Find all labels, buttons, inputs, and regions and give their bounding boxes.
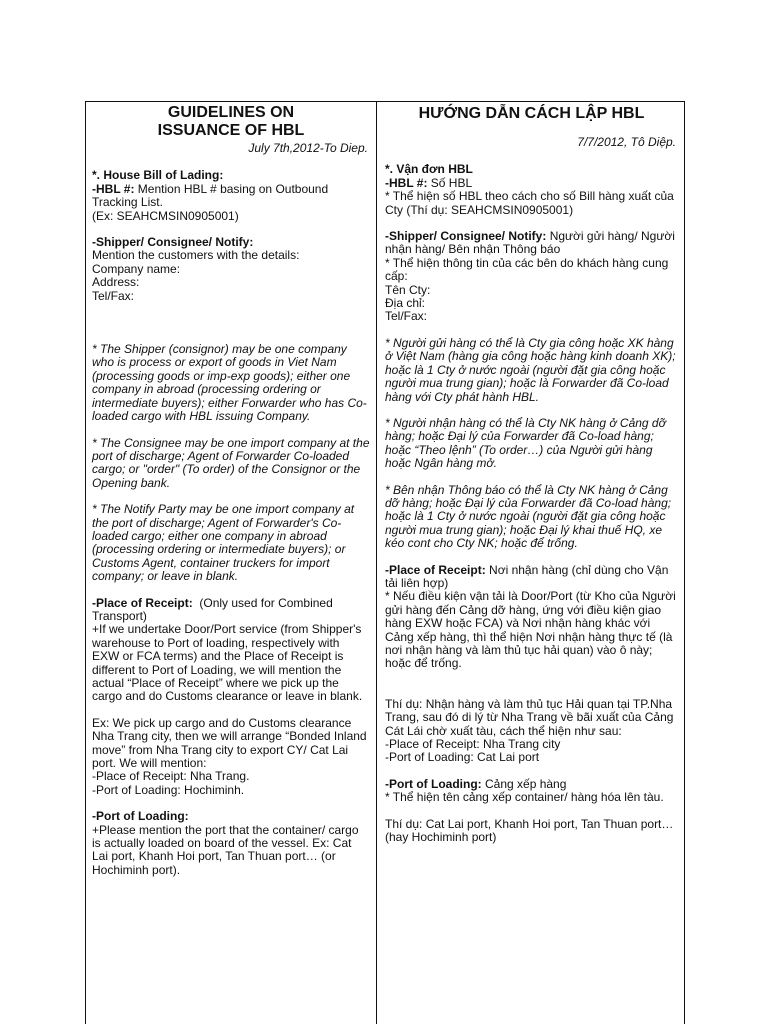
vietnamese-example-section: [385, 698, 678, 765]
vietnamese-loading-heading-text: Cảng xếp hàng: [485, 776, 567, 791]
vietnamese-shipper-heading: -Shipper/ Consignee/ Notify:: [385, 229, 547, 244]
english-hbl-section: [92, 169, 370, 223]
english-shipper-line3: Address:: [92, 275, 140, 290]
english-shipper-note: * The Shipper (consignor) may be one company who is process or export of goods in Viet Nam (processing goods or imp-exp goods); either one company in abroad (processing ordering or intermediate buyers); either Forwarder who has Co-loaded cargo with HBL issuing Company.: [92, 342, 367, 424]
english-date: July 7th,2012-To Diep.: [248, 141, 368, 155]
english-notify-note: * The Notify Party may be one import company at the port of discharge; Agent of Forwarder's Co-loaded cargo; either one company in abroad (processing ordering or intermediate buyers); or Customs Agent, container truckers for import company; or leave in blank.: [92, 502, 355, 584]
vietnamese-shipper-note: * Người gửi hàng có thể là Cty gia công hoặc XK hàng ở Việt Nam (hàng gia công hoặc hàng kinh doanh XK); hoặc là 1 Cty ở nước ngoài (người đặt gia công hoặc người mua trung gian); hoặc là Forwarder đã Co-load hàng với Cty phát hành HBL.: [385, 335, 676, 404]
english-receipt-heading: -Place of Receipt:: [92, 595, 193, 610]
vietnamese-notify-note: * Bên nhận Thông báo có thể là Cty NK hàng ở Cảng dỡ hàng; hoặc Đại lý của Forwarder đã Co-load hàng; hoặc là 1 Cty ở nước ngoài (người đặt gia công hoặc người mua trung gian); hoặc Đại lý khai thuế HQ, xe kéo cont cho Cty NK; hoặc để trống.: [385, 482, 672, 551]
vietnamese-shipper-line2: Tên Cty:: [385, 282, 431, 297]
guidelines-table: [85, 101, 685, 1024]
english-loading-text: +Please mention the port that the container/ cargo is actually loaded on board of the vessel. Ex: Cat Lai port, Khanh Hoi port, Tan Thuan port… (or Hochiminh port).: [92, 822, 359, 877]
english-receipt-heading-note: (Only used for Combined Transport): [92, 595, 333, 623]
vietnamese-loading-heading: -Port of Loading:: [385, 776, 482, 791]
english-example-line1: -Place of Receipt: Nha Trang.: [92, 769, 250, 784]
vietnamese-shipper-line4: Tel/Fax:: [385, 309, 428, 324]
english-loading-heading: -Port of Loading:: [92, 809, 189, 824]
vietnamese-hbl-heading: *. Vận đơn HBL: [385, 162, 473, 177]
vietnamese-example-line2: -Port of Loading: Cat Lai port: [385, 750, 540, 765]
english-title-line1: GUIDELINES ON: [167, 104, 295, 121]
english-hbl-text: Mention HBL # basing on Outbound Tracking List.: [92, 181, 329, 210]
english-column: [86, 102, 377, 1024]
english-title: [92, 104, 370, 140]
vietnamese-date: 7/7/2012, Tô Diệp.: [577, 135, 676, 149]
vietnamese-shipper-line3: Địa chỉ:: [385, 296, 426, 311]
english-receipt-text: +If we undertake Door/Port service (from Shipper's warehouse to Port of loading, respectively with EXW or FCA terms) and the Place of Receipt is different to Port of Loading, we will mention the actual “Place of Receipt” where we pick up the cargo and do Customs clearance or leave in blank.: [92, 622, 363, 704]
english-hbl-label: -HBL #:: [92, 181, 135, 196]
english-example-line2: -Port of Loading: Hochiminh.: [92, 782, 245, 797]
vietnamese-hbl-label: -HBL #:: [385, 175, 428, 190]
vietnamese-column: [377, 102, 684, 1024]
english-shipper-heading: -Shipper/ Consignee/ Notify:: [92, 235, 254, 250]
english-shipper-section: [92, 236, 370, 303]
english-example-section: [92, 717, 370, 797]
vietnamese-receipt-heading-text: Nơi nhận hàng (chỉ dùng cho Vận tải liên hợp): [385, 562, 669, 590]
vietnamese-loading-text: * Thể hiện tên cảng xếp container/ hàng hóa lên tàu.: [385, 790, 664, 805]
vietnamese-receipt-section: [385, 564, 678, 671]
vietnamese-example-line1: -Place of Receipt: Nha Trang city: [385, 737, 561, 752]
english-hbl-heading: *. House Bill of Lading:: [92, 168, 224, 183]
english-receipt-section: [92, 597, 370, 704]
vietnamese-shipper-heading-text: Người gửi hàng/ Người nhận hàng/ Bên nhận Thông báo: [385, 229, 675, 257]
vietnamese-shipper-line1: * Thể hiện thông tin của các bên do khách hàng cung cấp:: [385, 255, 669, 284]
vietnamese-receipt-heading: -Place of Receipt:: [385, 562, 486, 577]
vietnamese-loading-example: Thí dụ: Cat Lai port, Khanh Hoi port, Tan Thuan port… (hay Hochiminh port): [385, 816, 674, 845]
english-consignee-note: * The Consignee may be one import company at the port of discharge; Agent of Forwarder Co-loaded cargo; or "order" (To order) of the Consignor or the Opening bank.: [92, 435, 370, 490]
english-loading-section: [92, 810, 370, 877]
english-hbl-example: (Ex: SEAHCMSIN0905001): [92, 208, 239, 223]
vietnamese-hbl-section: [385, 163, 678, 217]
vietnamese-title: HƯỚNG DẪN CÁCH LẬP HBL: [418, 105, 645, 122]
english-example-text: Ex: We pick up cargo and do Customs clearance Nha Trang city, then we will arrange “Bonded Inland move” from Nha Trang city to export CY/ Cat Lai port. We will mention:: [92, 715, 367, 771]
english-shipper-line1: Mention the customers with the details:: [92, 248, 300, 263]
vietnamese-hbl-label-text: Số HBL: [430, 175, 473, 190]
vietnamese-consignee-note: * Người nhận hàng có thể là Cty NK hàng ở Cảng dỡ hàng; hoặc Đại lý của Forwarder đã Co-load hàng; hoặc “Theo lệnh” (To order…) của Người gửi hàng hoặc Ngân hàng mở.: [385, 415, 666, 471]
vietnamese-receipt-text: * Nếu điều kiện vận tải là Door/Port (từ Kho của Người gửi hàng đến Cảng dỡ hàng, ứng với điều kiện giao hàng EXW hoặc FCA) và Nơi nhận hàng khác với Cảng xếp hàng, thì thể hiện Nơi nhận hàng thực tế (là nơi nhận hàng và làm thủ tục hải quan) vào ô này; hoặc để trống.: [385, 589, 676, 671]
vietnamese-hbl-text: * Thể hiện số HBL theo cách cho số Bill hàng xuất của Cty (Thí dụ: SEAHCMSIN0905001): [385, 189, 674, 217]
vietnamese-shipper-section: [385, 230, 678, 324]
vietnamese-example-text: Thí dụ: Nhận hàng và làm thủ tục Hải quan tại TP.Nha Trang, sau đó di lý từ Nha Trang về bãi xuất của Cảng Cát Lái chờ xuất tàu, cách thể hiện như sau:: [385, 696, 674, 738]
vietnamese-loading-section: [385, 778, 678, 805]
english-title-line2: ISSUANCE OF HBL: [157, 122, 305, 139]
english-shipper-line4: Tel/Fax:: [92, 288, 135, 303]
english-shipper-line2: Company name:: [92, 261, 181, 276]
